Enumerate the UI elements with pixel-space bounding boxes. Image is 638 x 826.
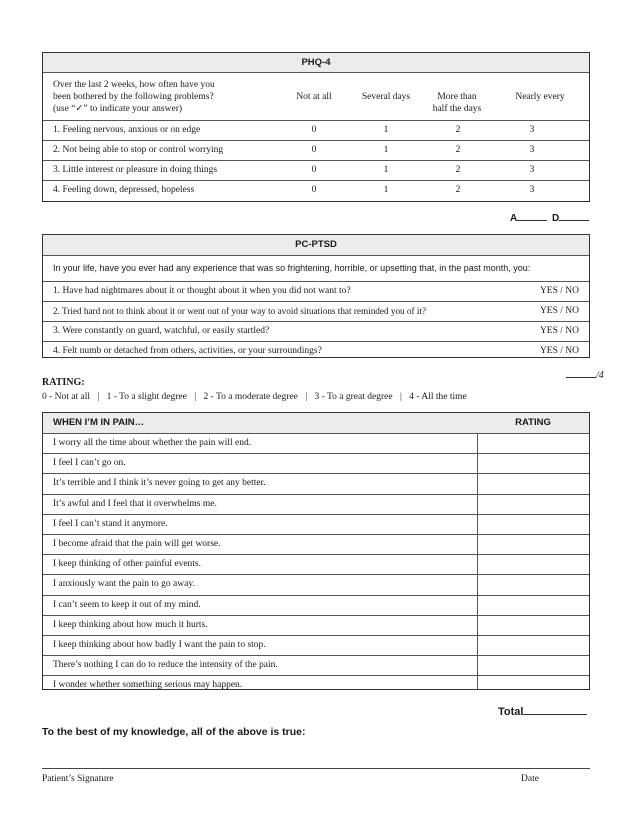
pcptsd-score: /4 <box>566 368 604 381</box>
rating-scale: 0 - Not at all | 1 - To a slight degree | 2 - To a moderate degree | 3 - To a great degree | 4 - All the time <box>42 392 467 402</box>
score-option[interactable]: 1 <box>383 125 389 135</box>
pcptsd-title: PC-PTSD <box>43 235 589 256</box>
pain-header: WHEN I’M IN PAIN… <box>53 417 145 428</box>
total-blank[interactable] <box>523 704 587 715</box>
phq4-row: 4. Feeling down, depressed, hopeless 0 1 2 3 <box>43 181 589 200</box>
attestation: To the best of my knowledge, all of the above is true: <box>42 726 306 738</box>
score-option[interactable]: 0 <box>311 125 317 135</box>
pcptsd-row: 2. Tried hard not to think about it or went out of your way to avoid situations that reminded you of it? YES / NO <box>43 302 589 322</box>
phq4-col-nearly-every: Nearly every <box>515 92 565 102</box>
phq4-title: PHQ-4 <box>43 53 589 73</box>
score-option[interactable]: 2 <box>455 165 461 175</box>
yes-no-option[interactable]: YES / NO <box>539 326 579 336</box>
score-option[interactable]: 0 <box>311 145 317 155</box>
pcptsd-table <box>42 234 590 358</box>
pcptsd-score-blank[interactable] <box>566 368 596 378</box>
pain-row[interactable]: It’s awful and I feel that it overwhelms me. <box>43 495 589 515</box>
yes-no-option[interactable]: YES / NO <box>539 286 579 296</box>
phq4-table <box>42 52 590 202</box>
pain-row[interactable]: I keep thinking about how much it hurts. <box>43 616 589 636</box>
pain-row[interactable]: I worry all the time about whether the pain will end. <box>43 434 589 454</box>
pain-row[interactable]: I keep thinking of other painful events. <box>43 555 589 575</box>
pcptsd-intro: In your life, have you ever had any experience that was so frightening, horrible, or upsetting that, in the past month, you: <box>43 256 589 282</box>
pcptsd-row: 4. Felt numb or detached from others, activities, or your surroundings? YES / NO <box>43 342 589 361</box>
pain-row[interactable]: There’s nothing I can do to reduce the intensity of the pain. <box>43 656 589 676</box>
pain-row[interactable]: I feel I can’t stand it anymore. <box>43 515 589 535</box>
pain-row[interactable]: I can’t seem to keep it out of my mind. <box>43 596 589 616</box>
pain-header-row <box>43 413 589 434</box>
pain-total: Total <box>498 704 587 718</box>
pcptsd-row: 1. Have had nightmares about it or thought about it when you did not want to? YES / NO <box>43 282 589 302</box>
score-option[interactable]: 2 <box>455 185 461 195</box>
rating-heading: RATING: <box>42 377 85 388</box>
score-option[interactable]: 3 <box>529 145 535 155</box>
patient-signature-label: Patient’s Signature <box>42 774 114 784</box>
rating-header: RATING <box>515 417 551 428</box>
score-option[interactable]: 2 <box>455 125 461 135</box>
pcptsd-row: 3. Were constantly on guard, watchful, or easily startled? YES / NO <box>43 322 589 342</box>
score-option[interactable]: 1 <box>383 185 389 195</box>
score-option[interactable]: 3 <box>529 165 535 175</box>
score-d-blank[interactable] <box>559 211 589 221</box>
score-option[interactable]: 3 <box>529 185 535 195</box>
pain-row[interactable]: I feel I can’t go on. <box>43 454 589 474</box>
yes-no-option[interactable]: YES / NO <box>538 302 579 321</box>
date-label: Date <box>521 774 539 784</box>
phq4-question: Over the last 2 weeks, how often have you been bothered by the following problems? (use “✓” to indicate your answer) <box>53 80 215 114</box>
score-option[interactable]: 3 <box>529 125 535 135</box>
score-option[interactable]: 0 <box>311 185 317 195</box>
pain-table <box>42 412 590 690</box>
pain-row[interactable]: It’s terrible and I think it’s never going to get any better. <box>43 474 589 494</box>
phq4-score-d: D <box>552 211 589 224</box>
yes-no-option[interactable]: YES / NO <box>539 346 579 356</box>
phq4-header-row <box>43 73 589 121</box>
phq4-row: 3. Little interest or pleasure in doing things 0 1 2 3 <box>43 161 589 181</box>
score-option[interactable]: 1 <box>383 165 389 175</box>
pain-row[interactable]: I become afraid that the pain will get worse. <box>43 535 589 555</box>
pain-row[interactable]: I wonder whether something serious may happen. <box>53 680 243 691</box>
score-option[interactable]: 2 <box>455 145 461 155</box>
score-option[interactable]: 1 <box>383 145 389 155</box>
phq4-col-not-at-all: Not at all <box>296 92 332 102</box>
score-option[interactable]: 0 <box>311 165 317 175</box>
signature-line[interactable] <box>42 768 590 769</box>
phq4-col-several-days: Several days <box>361 92 411 102</box>
phq4-score-a: A <box>510 211 547 224</box>
phq4-row: 1. Feeling nervous, anxious or on edge 0 1 2 3 <box>43 121 589 141</box>
phq4-col-more-than-half: More than half the days <box>432 92 482 114</box>
score-a-blank[interactable] <box>517 211 547 221</box>
phq4-row: 2. Not being able to stop or control worrying 0 1 2 3 <box>43 141 589 161</box>
pain-row[interactable]: I keep thinking about how badly I want the pain to stop. <box>43 636 589 656</box>
pain-row[interactable]: I anxiously want the pain to go away. <box>43 575 589 595</box>
